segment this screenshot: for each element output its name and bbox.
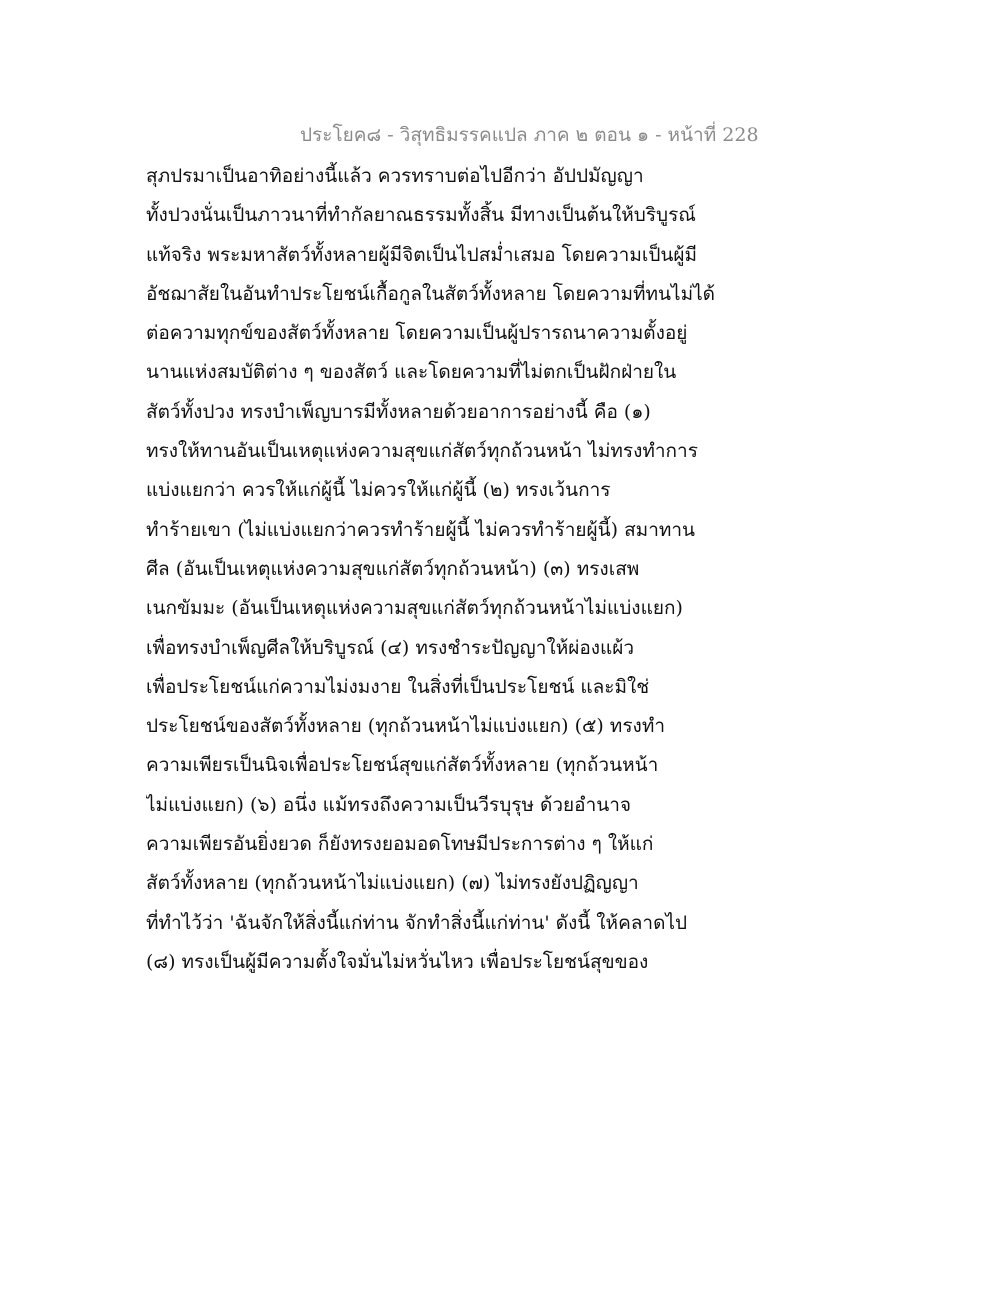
text-line: เพื่อทรงบำเพ็ญศีลให้บริบูรณ์ (๔) ทรงชำระปัญญาให้ผ่องแผ้ว: [146, 636, 635, 659]
text-line: ความเพียรเป็นนิจเพื่อประโยชน์สุขแก่สัตว์ทั้งหลาย (ทุกถ้วนหน้า: [146, 754, 659, 777]
text-line: ศีล (อันเป็นเหตุแห่งความสุขแก่สัตว์ทุกถ้วนหน้า) (๓) ทรงเสพ: [146, 557, 640, 580]
text-line: แท้จริง พระมหาสัตว์ทั้งหลายผู้มีจิตเป็นไปสม่ำเสมอ โดยความเป็นผู้มี: [146, 243, 698, 266]
text-line: อัชฌาสัยในอันทำประโยชน์เกื้อกูลในสัตว์ทั้งหลาย โดยความที่ทนไม่ได้: [146, 282, 715, 305]
text-line: เนกขัมมะ (อันเป็นเหตุแห่งความสุขแก่สัตว์ทุกถ้วนหน้าไม่แบ่งแยก): [146, 597, 683, 620]
body-text: [146, 157, 726, 982]
text-line: ทั้งปวงนั่นเป็นภาวนาที่ทำกัลยาณธรรมทั้งสิ้น มีทางเป็นต้นให้บริบูรณ์: [146, 204, 696, 227]
text-line: สัตว์ทั้งหลาย (ทุกถ้วนหน้าไม่แบ่งแยก) (๗) ไม่ทรงยังปฏิญญา: [146, 872, 639, 895]
text-line: เพื่อประโยชน์แก่ความไม่งมงาย ในสิ่งที่เป็นประโยชน์ และมิใช่: [146, 675, 650, 698]
text-line: ทำร้ายเขา (ไม่แบ่งแยกว่าควรทำร้ายผู้นี้ ไม่ควรทำร้ายผู้นี้) สมาทาน: [146, 518, 696, 541]
text-line: ทรงให้ทานอันเป็นเหตุแห่งความสุขแก่สัตว์ทุกถ้วนหน้า ไม่ทรงทำการ: [146, 440, 698, 463]
text-line: ที่ทำไว้ว่า 'ฉันจักให้สิ่งนี้แก่ท่าน จักทำสิ่งนี้แก่ท่าน' ดังนี้ ให้คลาดไป: [146, 911, 688, 934]
text-line: ต่อความทุกข์ของสัตว์ทั้งหลาย โดยความเป็นผู้ปรารถนาความตั้งอยู่: [146, 322, 688, 345]
text-line: (๘) ทรงเป็นผู้มีความตั้งใจมั่นไม่หวั่นไหว เพื่อประโยชน์สุขของ: [146, 950, 649, 973]
text-line: สัตว์ทั้งปวง ทรงบำเพ็ญบารมีทั้งหลายด้วยอาการอย่างนี้ คือ (๑): [146, 400, 651, 423]
running-header: ประโยค๘ - วิสุทธิมรรคแปล ภาค ๒ ตอน ๑ - หน้าที่ 228: [300, 124, 759, 146]
text-line: สุภปรมาเป็นอาทิอย่างนี้แล้ว ควรทราบต่อไปอีกว่า อัปปมัญญา: [146, 165, 644, 187]
text-line: แบ่งแยกว่า ควรให้แก่ผู้นี้ ไม่ควรให้แก่ผู้นี้ (๒) ทรงเว้นการ: [146, 479, 611, 502]
text-line: ประโยชน์ของสัตว์ทั้งหลาย (ทุกถ้วนหน้าไม่แบ่งแยก) (๕) ทรงทำ: [146, 715, 666, 738]
text-line: ไม่แบ่งแยก) (๖) อนึ่ง แม้ทรงถึงความเป็นวีรบุรุษ ด้วยอำนาจ: [146, 793, 632, 816]
text-line: นานแห่งสมบัติต่าง ๆ ของสัตว์ และโดยความที่ไม่ตกเป็นฝักฝ่ายใน: [146, 361, 677, 384]
text-line: ความเพียรอันยิ่งยวด ก็ยังทรงยอมอดโทษมีประการต่าง ๆ ให้แก่: [146, 833, 654, 856]
